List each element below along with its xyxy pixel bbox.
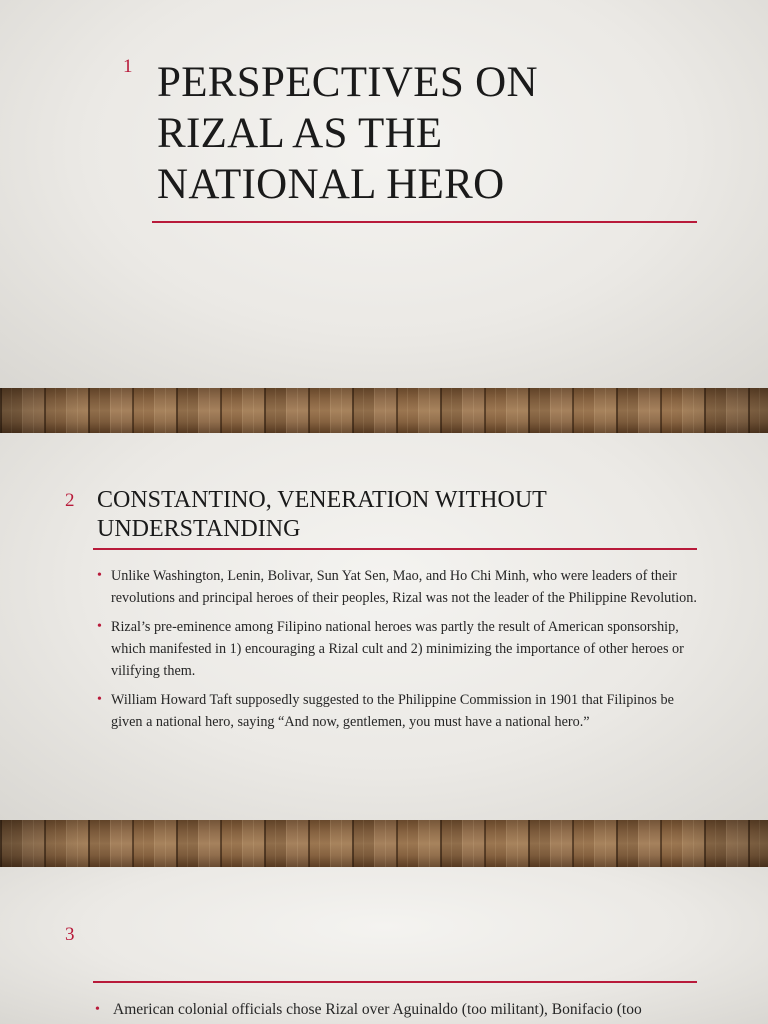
wood-floor-divider	[0, 388, 768, 433]
list-item	[95, 998, 735, 1022]
title-underline	[93, 548, 697, 550]
slide-title	[157, 57, 538, 210]
title-line: RIZAL AS THE	[157, 110, 443, 157]
slide-number: 3	[65, 924, 75, 945]
bullet-icon: •	[97, 568, 102, 583]
title-line: CONSTANTINO, VENERATION WITHOUT	[97, 487, 547, 513]
bullet-list	[97, 565, 697, 740]
slide-2[interactable]	[0, 433, 768, 820]
list-item	[97, 616, 697, 682]
title-line: UNDERSTANDING	[97, 516, 301, 542]
wood-floor-divider	[0, 820, 768, 867]
list-item	[97, 565, 697, 609]
bullet-text: William Howard Taft supposedly suggested to the Philippine Commission in 1901 that Filipinos be given a national hero, saying “And now, gentlemen, you must have a national hero.”	[111, 692, 674, 730]
bullet-icon: •	[95, 1002, 100, 1017]
bullet-icon: •	[97, 619, 102, 634]
bullet-text: American colonial officials chose Rizal over Aguinaldo (too militant), Bonifacio (too	[113, 1001, 642, 1018]
title-line: NATIONAL HERO	[157, 161, 505, 208]
title-underline	[93, 981, 697, 983]
bullet-text: Rizal’s pre-eminence among Filipino national heroes was partly the result of American sponsorship, which manifested in 1) encouraging a Rizal cult and 2) minimizing the importance of other heroes or vilifying them.	[111, 619, 684, 679]
list-item	[97, 689, 697, 733]
slide-3[interactable]	[0, 867, 768, 1024]
slide-number: 2	[65, 490, 75, 511]
title-underline	[152, 221, 697, 223]
slide-title	[97, 486, 547, 544]
slide-1[interactable]	[0, 0, 768, 388]
bullet-list	[95, 998, 735, 1024]
bullet-text: Unlike Washington, Lenin, Bolivar, Sun Yat Sen, Mao, and Ho Chi Minh, who were leaders of their revolutions and principal heroes of their peoples, Rizal was not the leader of the Philippine Revolution.	[111, 568, 697, 606]
slide-number: 1	[123, 56, 133, 77]
title-line: PERSPECTIVES ON	[157, 59, 538, 106]
bullet-icon: •	[97, 692, 102, 707]
